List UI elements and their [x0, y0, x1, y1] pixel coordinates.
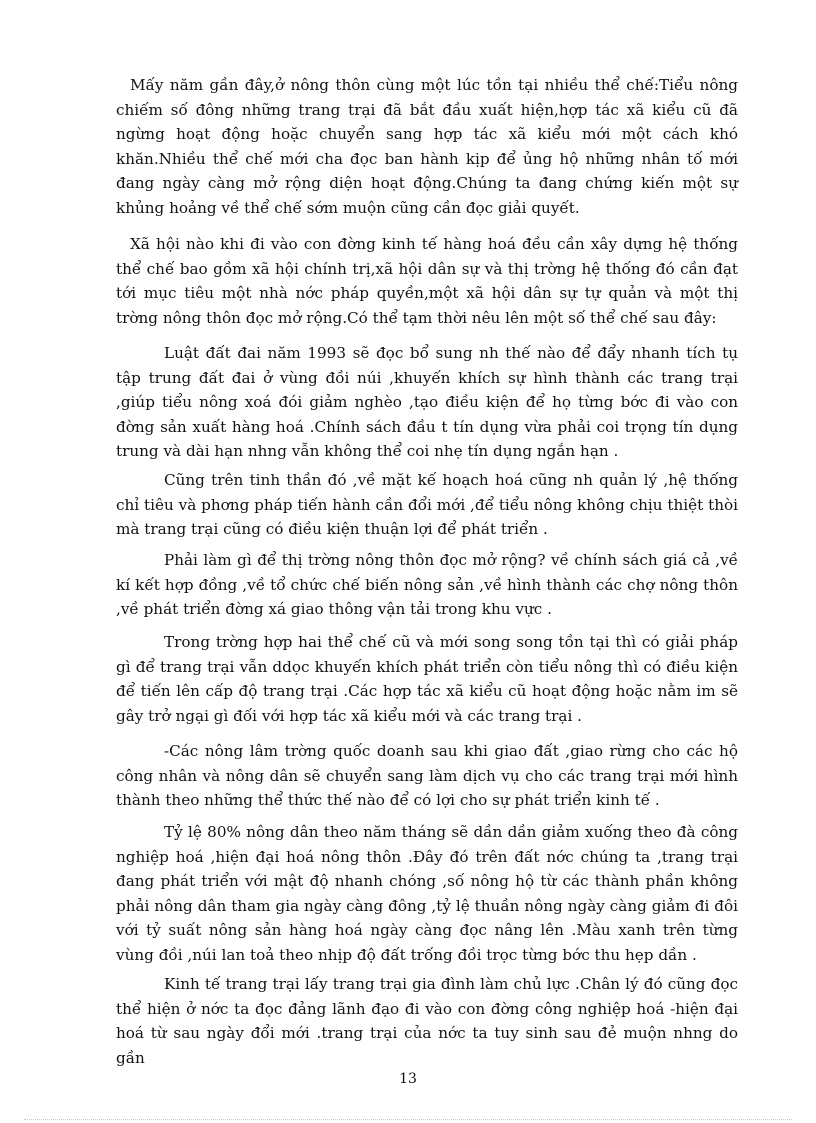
paragraph-2: Xã hội nào khi đi vào con đờng kinh tế hàng hoá đều cần xây dựng hệ thống thể chế bao gồm xã hội chính trị,xã hội dân sự và thị trờng hệ thống đó cần đạt tới mục tiêu một nhà nớc pháp quyền,một xã hội dân sự tự quản và một thị trờng nông thôn đọc mở rộng.Có thể tạm thời nêu lên một số thể chế sau đây: — [116, 235, 738, 327]
paragraph-8: Tỷ lệ 80% nông dân theo năm tháng sẽ dần dần giảm xuống theo đà công nghiệp hoá ,hiện đại hoá nông thôn .Đây đó trên đất nớc chúng ta ,trang trại đang phát triển với mật độ nhanh chóng ,số nông hộ từ các thành phần không phải nông dân tham gia ngày càng đông ,tỷ lệ thuần nông ngày càng giảm đi đôi với tỷ suất nông sản hàng hoá ngày càng đọc nâng lên .Màu xanh trên từng vùng đồi ,núi lan toả theo nhịp độ đất trống đồi trọc từng bớc thu hẹp dần . — [116, 823, 738, 964]
paragraph-9: Kinh tế trang trại lấy trang trại gia đình làm chủ lực .Chân lý đó cũng đọc thể hiện ở nớc ta đọc đảng lãnh đạo đi vào con đờng công nghiệp hoá -hiện đại hoá từ sau ngày đổi mới .trang trại của nớc ta tuy sinh sau đẻ muộn nhng do gần — [116, 975, 738, 1067]
paragraph-5: Phải làm gì để thị trờng nông thôn đọc mở rộng? về chính sách giá cả ,về kí kết hợp đồng ,về tổ chức chế biến nông sản ,về hình thành các chợ nông thôn ,về phát triển đờng xá giao thông vận tải trong khu vực . — [116, 551, 738, 618]
paragraph-7: -Các nông lâm trờng quốc doanh sau khi giao đất ,giao rừng cho các hộ công nhân và nông dân sẽ chuyển sang làm dịch vụ cho các trang trại mới hình thành theo những thể thức thế nào để có lợi cho sự phát triển kinh tế . — [116, 742, 738, 809]
paragraph-4: Cũng trên tinh thần đó ,về mặt kế hoạch hoá cũng nh quản lý ,hệ thống chỉ tiêu và phơng pháp tiến hành cần đổi mới ,để tiểu nông không chịu thiệt thòi mà trang trại cũng có điều kiện thuận lợi để phát triển . — [116, 471, 738, 538]
paragraph-1: Mấy năm gần đây,ở nông thôn cùng một lúc tồn tại nhiều thể chế:Tiểu nông chiếm số đông những trang trại đã bắt đầu xuất hiện,hợp tác xã kiểu cũ đã ngừng hoạt động hoặc chuyển sang hợp tác xã kiểu mới một cách khó khăn.Nhiều thể chế mới cha đọc ban hành kịp để ủng hộ những nhân tố mới đang ngày càng mở rộng diện hoạt động.Chúng ta đang chứng kiến một sự khủng hoảng về thể chế sớm muộn cũng cần đọc giải quyết. — [116, 76, 738, 217]
paragraph-3: Luật đất đai năm 1993 sẽ đọc bổ sung nh thế nào để đẩy nhanh tích tụ tập trung đất đai ở vùng đồi núi ,khuyến khích sự hình thành các trang trại ,giúp tiểu nông xoá đói giảm nghèo ,tạo điều kiện để họ từng bớc đi vào con đờng sản xuất hàng hoá .Chính sách đầu t tín dụng vừa phải coi trọng tín dụng trung và dài hạn nhng vẫn không thể coi nhẹ tín dụng ngắn hạn . — [116, 344, 738, 460]
page-number: 13 — [399, 1071, 417, 1087]
bottom-divider — [24, 1119, 792, 1120]
paragraph-6: Trong trờng hợp hai thể chế cũ và mới song song tồn tại thì có giải pháp gì để trang trại vẫn ddọc khuyến khích phát triển còn tiểu nông thì có điều kiện để tiến lên cấp độ trang trại .Các hợp tác xã kiểu cũ hoạt động hoặc nằm im sẽ gây trở ngại gì đối với hợp tác xã kiểu mới và các trang trại . — [116, 633, 738, 725]
